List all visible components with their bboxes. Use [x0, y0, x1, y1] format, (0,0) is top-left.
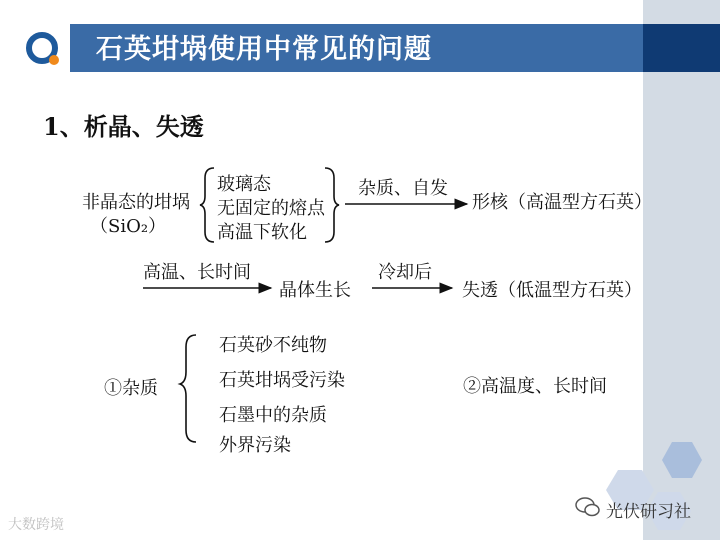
row2-middle: 晶体生长: [279, 280, 351, 301]
property-item: 无固定的熔点: [217, 198, 325, 219]
property-item: 高温下软化: [217, 222, 307, 243]
property-item: 玻璃态: [217, 174, 271, 195]
cause-item: 外界污染: [219, 435, 291, 456]
wechat-icon: [574, 495, 602, 519]
cause-brace: [180, 335, 196, 442]
cause-item: 石英坩埚受污染: [219, 370, 345, 391]
cause-item: 石墨中的杂质: [219, 405, 327, 426]
arrow-row1-label: 杂质、自发: [358, 178, 448, 199]
cause-item: 石英砂不纯物: [219, 335, 327, 356]
source-material-label: 非晶态的坩埚: [82, 192, 190, 213]
hexagon-decoration: [580, 438, 720, 538]
watermark-left: 大数跨境: [8, 517, 64, 533]
row2-result: 失透（低温型方石英）: [462, 280, 642, 301]
right-brace: [325, 168, 339, 242]
arrow-row2-second-label: 冷却后: [378, 262, 432, 283]
source-material-formula: （SiO₂）: [90, 216, 167, 237]
cause-label-temperature: ②高温度、长时间: [463, 376, 607, 397]
section-heading: 1、析晶、失透: [43, 112, 204, 141]
watermark-right: 光伏研习社: [606, 502, 691, 522]
cause-label-impurity: ①杂质: [104, 378, 158, 399]
arrow-row2-first-label: 高温、长时间: [143, 262, 251, 283]
row1-result: 形核（高温型方石英）: [472, 192, 652, 213]
left-brace: [200, 168, 214, 242]
page-title: 石英坩埚使用中常见的问题: [96, 34, 432, 65]
